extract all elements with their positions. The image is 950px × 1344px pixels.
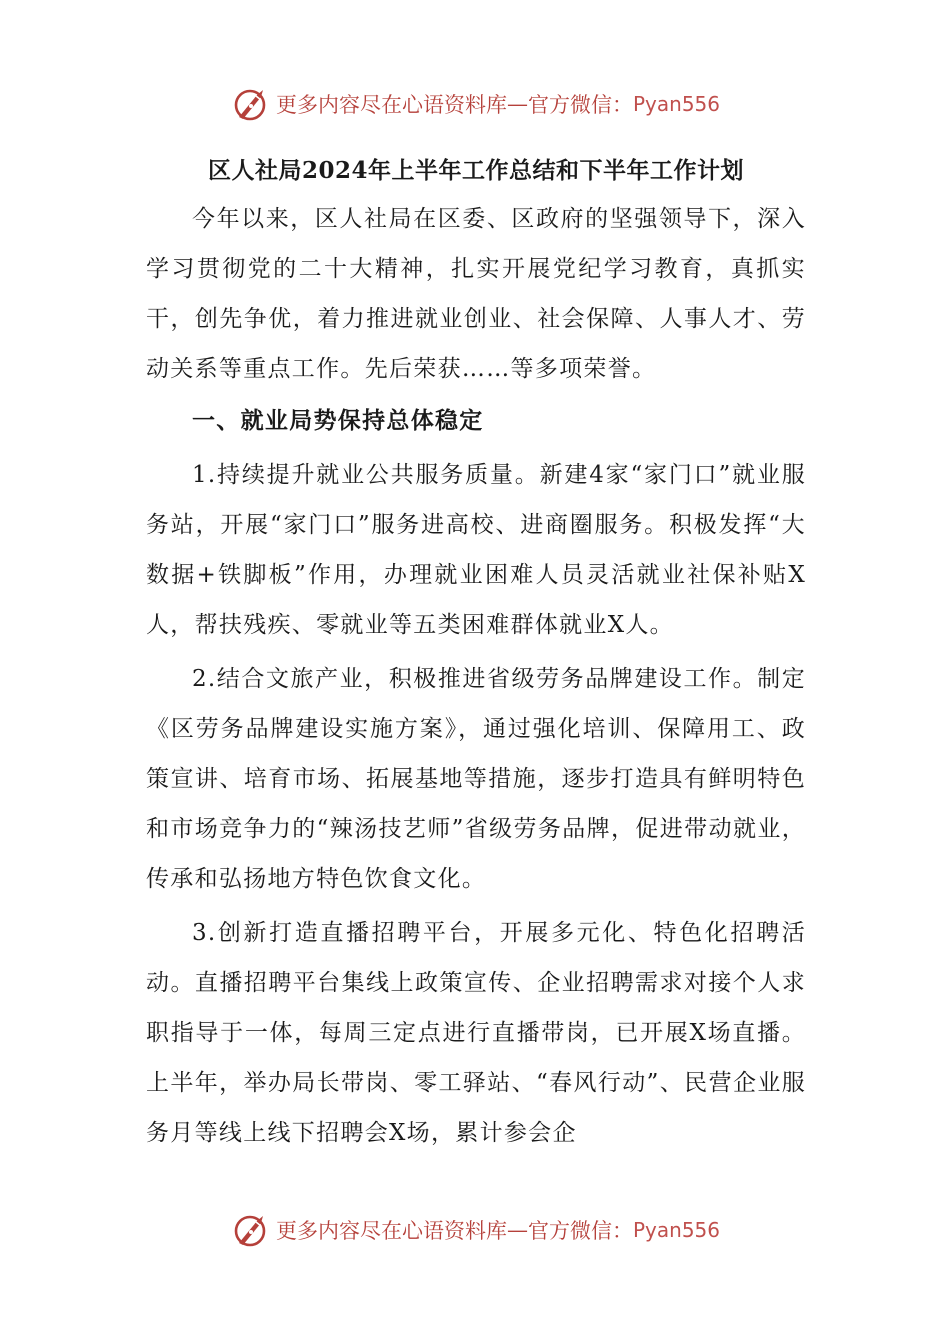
document-title: 区人社局2024年上半年工作总结和下半年工作计划 <box>207 157 744 184</box>
document-body <box>146 148 806 1158</box>
watermark-banner-bottom <box>0 1208 950 1252</box>
banner-separator: — <box>506 1218 528 1242</box>
fountain-pen-logo-icon <box>230 1210 270 1250</box>
banner-label: 官方微信： <box>527 93 633 117</box>
banner-text: 更多内容尽在心语资料库 <box>275 1219 507 1243</box>
fountain-pen-logo-icon <box>230 84 270 124</box>
banner-text: 更多内容尽在心语资料库 <box>275 93 507 117</box>
list-item: 1.持续提升就业公共服务质量。新建4家“家门口”就业服务站，开展“家门口”服务进高校、进商圈服务。积极发挥“大数据+铁脚板”作用，办理就业困难人员灵活就业社保补贴X人，帮扶残疾、零就业等五类困难群体就业X人。 <box>146 462 806 638</box>
banner-contact: Pyan556 <box>632 1218 720 1242</box>
banner-contact: Pyan556 <box>632 92 720 116</box>
list-item: 2.结合文旅产业，积极推进省级劳务品牌建设工作。制定《区劳务品牌建设实施方案》，通过强化培训、保障用工、政策宣讲、培育市场、拓展基地等措施，逐步打造具有鲜明特色和市场竞争力的“辣汤技艺师”省级劳务品牌，促进带动就业，传承和弘扬地方特色饮食文化。 <box>146 666 806 892</box>
banner-separator: — <box>506 92 528 116</box>
intro-paragraph: 今年以来，区人社局在区委、区政府的坚强领导下，深入学习贯彻党的二十大精神，扎实开展党纪学习教育，真抓实干，创先争优，着力推进就业创业、社会保障、人事人才、劳动关系等重点工作。先后荣获……等多项荣誉。 <box>146 206 806 382</box>
section-heading: 一、就业局势保持总体稳定 <box>192 407 484 434</box>
banner-label: 官方微信： <box>527 1219 633 1243</box>
watermark-banner-top <box>0 82 950 126</box>
list-item: 3.创新打造直播招聘平台，开展多元化、特色化招聘活动。直播招聘平台集线上政策宣传、企业招聘需求对接个人求职指导于一体，每周三定点进行直播带岗，已开展X场直播。上半年，举办局长带岗、零工驿站、“春风行动”、民营企业服务月等线上线下招聘会X场，累计参会企 <box>146 920 806 1146</box>
